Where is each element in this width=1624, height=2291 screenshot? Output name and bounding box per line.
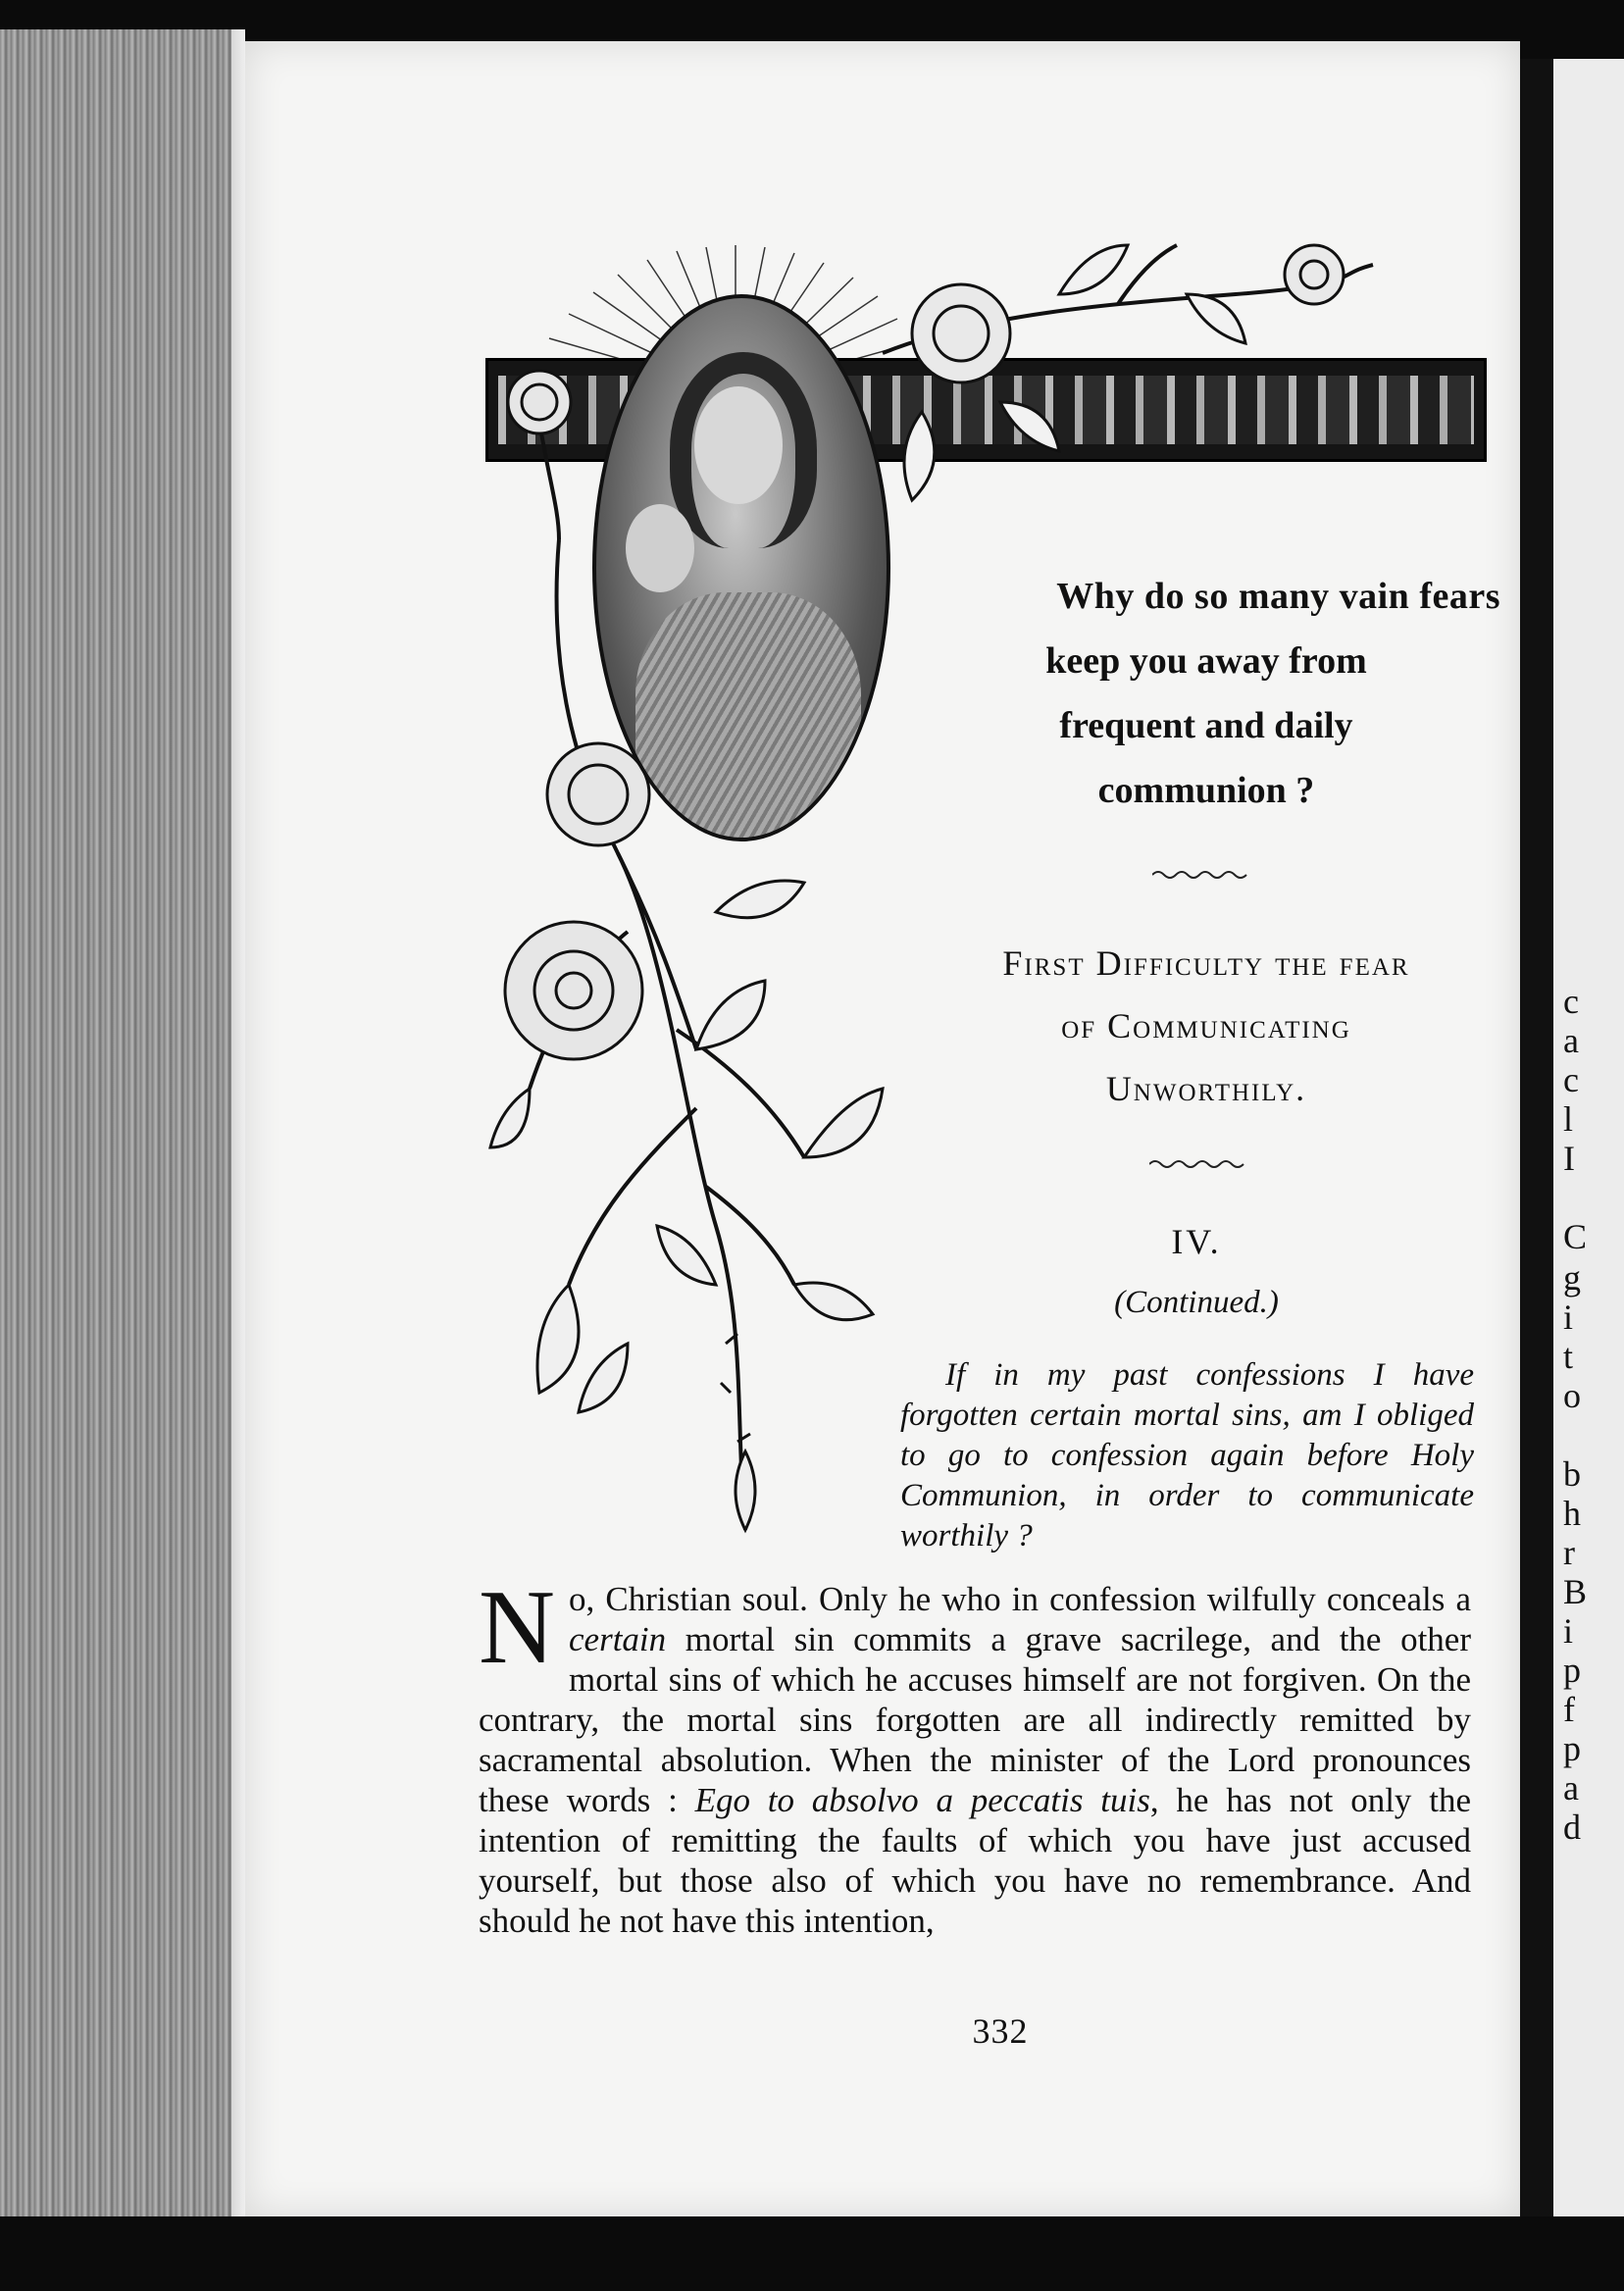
- portrait-face-main: [694, 386, 783, 504]
- facing-letter: l: [1563, 1099, 1574, 1139]
- difficulty-heading: [922, 932, 1491, 1120]
- devotional-portrait: [592, 294, 890, 841]
- difficulty-line-3: Unworthily.: [1105, 1069, 1307, 1108]
- body-text-3: , he has not only the intention of remitting the faults of which you have just accused yourself, but those also of which you have no remembrance. And should he not have this intention,: [479, 1781, 1471, 1940]
- facing-letter: i: [1563, 1611, 1574, 1651]
- facing-letter: b: [1563, 1454, 1581, 1494]
- facing-letter: c: [1563, 982, 1579, 1021]
- drop-cap: N: [479, 1569, 555, 1686]
- body-text-2: mortal sin commits a grave sacrilege, and the other mortal sins of which he accuses himself are not forgiven. On the contrary, the mortal sins forgotten are all indirectly remitted by sacramental absolution. When the minister of the Lord pronounces these words :: [479, 1620, 1471, 1819]
- facing-letter: t: [1563, 1337, 1574, 1376]
- page-number: 332: [972, 2011, 1029, 2051]
- facing-letter: I: [1563, 1139, 1575, 1178]
- portrait-face-secondary: [626, 504, 694, 592]
- body-emphasis-certain: certain: [569, 1620, 667, 1658]
- facing-page-edge: [1553, 59, 1624, 2216]
- continued-label: (Continued.): [1114, 1285, 1279, 1320]
- facing-letter: a: [1563, 1021, 1579, 1060]
- body-paragraph: [479, 1569, 1471, 1941]
- heading-line-4: communion ?: [1097, 770, 1315, 811]
- facing-letter: i: [1563, 1298, 1574, 1337]
- facing-letter: B: [1563, 1572, 1588, 1611]
- chapter-heading: [912, 564, 1500, 823]
- portrait-robe: [635, 592, 861, 841]
- facing-letter: r: [1563, 1533, 1575, 1572]
- body-latin-formula: Ego to absolvo a peccatis tuis: [694, 1781, 1150, 1819]
- facing-letter: d: [1563, 1807, 1581, 1847]
- facing-letter: a: [1563, 1768, 1579, 1807]
- difficulty-line-2: of Communicating: [1061, 1006, 1351, 1045]
- facing-letter: o: [1563, 1376, 1581, 1415]
- heading-line-3: frequent and daily: [1059, 705, 1353, 746]
- facing-letter: p: [1563, 1651, 1581, 1690]
- facing-letter: c: [1563, 1060, 1579, 1099]
- book-gutter: [1520, 59, 1553, 2216]
- ornament-divider-2: [1149, 1157, 1247, 1171]
- ornament-divider-1: [1152, 868, 1250, 882]
- facing-letter: g: [1563, 1258, 1581, 1298]
- facing-letter: f: [1563, 1690, 1575, 1729]
- difficulty-line-1: First Difficulty the fear: [1002, 943, 1410, 983]
- facing-letter: C: [1563, 1217, 1588, 1256]
- heading-line-2: keep you away from: [1045, 640, 1367, 682]
- rose-branch-top: [863, 235, 1393, 510]
- heading-line-1: Why do so many vain fears: [1056, 576, 1500, 617]
- facing-letter: p: [1563, 1729, 1581, 1768]
- section-numeral: IV.: [1171, 1222, 1222, 1261]
- body-text-1: o, Christian soul. Only he who in confession wilfully conceals a: [569, 1580, 1471, 1618]
- page-stack-edge: [0, 29, 245, 2216]
- facing-letter: h: [1563, 1494, 1581, 1533]
- question-paragraph: If in my past confessions I have forgotten certain mortal sins, am I obliged to go to confession again before Holy Communion, in order to communicate worthily ?: [900, 1357, 1474, 1553]
